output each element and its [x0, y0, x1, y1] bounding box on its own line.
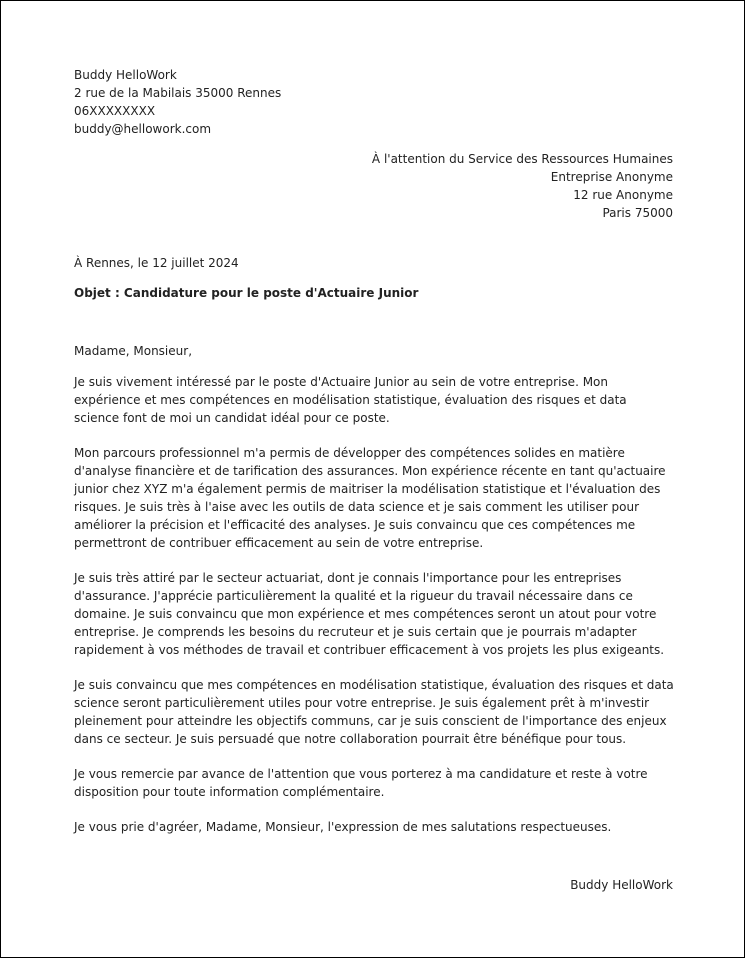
body-paragraph: Je vous remercie par avance de l'attention que vous porterez à ma candidature et reste à votre disposition pour toute information complémentaire. — [74, 767, 648, 799]
recipient-attention: À l'attention du Service des Ressources Humaines — [371, 152, 673, 166]
body-paragraph: Je suis convaincu que mes compétences en modélisation statistique, évaluation des risques et data science seront particulièrement utiles pour votre entreprise. Je suis également prêt à m'investir pleinement pour atteindre les objectifs communs, car je suis conscient de l'importance des enjeux dans ce secteur. Je suis persuadé que notre collaboration pourrait être bénéfique pour tous. — [74, 678, 674, 746]
recipient-city: Paris 75000 — [602, 206, 673, 220]
letter-body — [74, 342, 674, 853]
date-line: À Rennes, le 12 juillet 2024 — [74, 256, 239, 270]
sender-address: 2 rue de la Mabilais 35000 Rennes — [74, 86, 282, 100]
closing-paragraph: Je vous prie d'agréer, Madame, Monsieur, l'expression de mes salutations respectueuses. — [74, 820, 612, 834]
recipient-company: Entreprise Anonyme — [550, 170, 673, 184]
body-paragraph: Je suis vivement intéressé par le poste d'Actuaire Junior au sein de votre entreprise. Mon expérience et mes compétences en modélisation statistique, évaluation des risques et data science font de moi un candidat idéal pour ce poste. — [74, 375, 627, 425]
sender-email: buddy@hellowork.com — [74, 122, 212, 136]
body-paragraph: Mon parcours professionnel m'a permis de développer des compétences solides en matière d'analyse financière et de tarification des assurances. Mon expérience récente en tant qu'actuaire junior chez XYZ m'a également permis de maitriser la modélisation statistique et l'évaluation des risques. Je suis très à l'aise avec les outils de data science et je sais comment les utiliser pour améliorer la précision et l'efficacité des analyses. Je suis convaincu que ces compétences me permettront de contribuer efficacement au sein de votre entreprise. — [74, 446, 666, 550]
subject-line: Objet : Candidature pour le poste d'Actuaire Junior — [74, 286, 419, 300]
sender-phone: 06XXXXXXXX — [74, 104, 156, 118]
body-paragraph: Je suis très attiré par le secteur actuariat, dont je connais l'importance pour les entreprises d'assurance. J'apprécie particulièrement la qualité et la rigueur du travail nécessaire dans ce domaine. Je suis convaincu que mon expérience et mes compétences seront un atout pour votre entreprise. Je comprends les besoins du recruteur et je suis certain que je pourrais m'adapter rapidement à vos méthodes de travail et contribuer efficacement à vos projets les plus exigeants. — [74, 571, 665, 657]
greeting: Madame, Monsieur, — [74, 344, 193, 358]
sender-block — [74, 66, 281, 138]
recipient-street: 12 rue Anonyme — [573, 188, 673, 202]
recipient-block — [372, 150, 673, 222]
sender-name: Buddy HelloWork — [74, 68, 177, 82]
signature: Buddy HelloWork — [570, 878, 673, 892]
